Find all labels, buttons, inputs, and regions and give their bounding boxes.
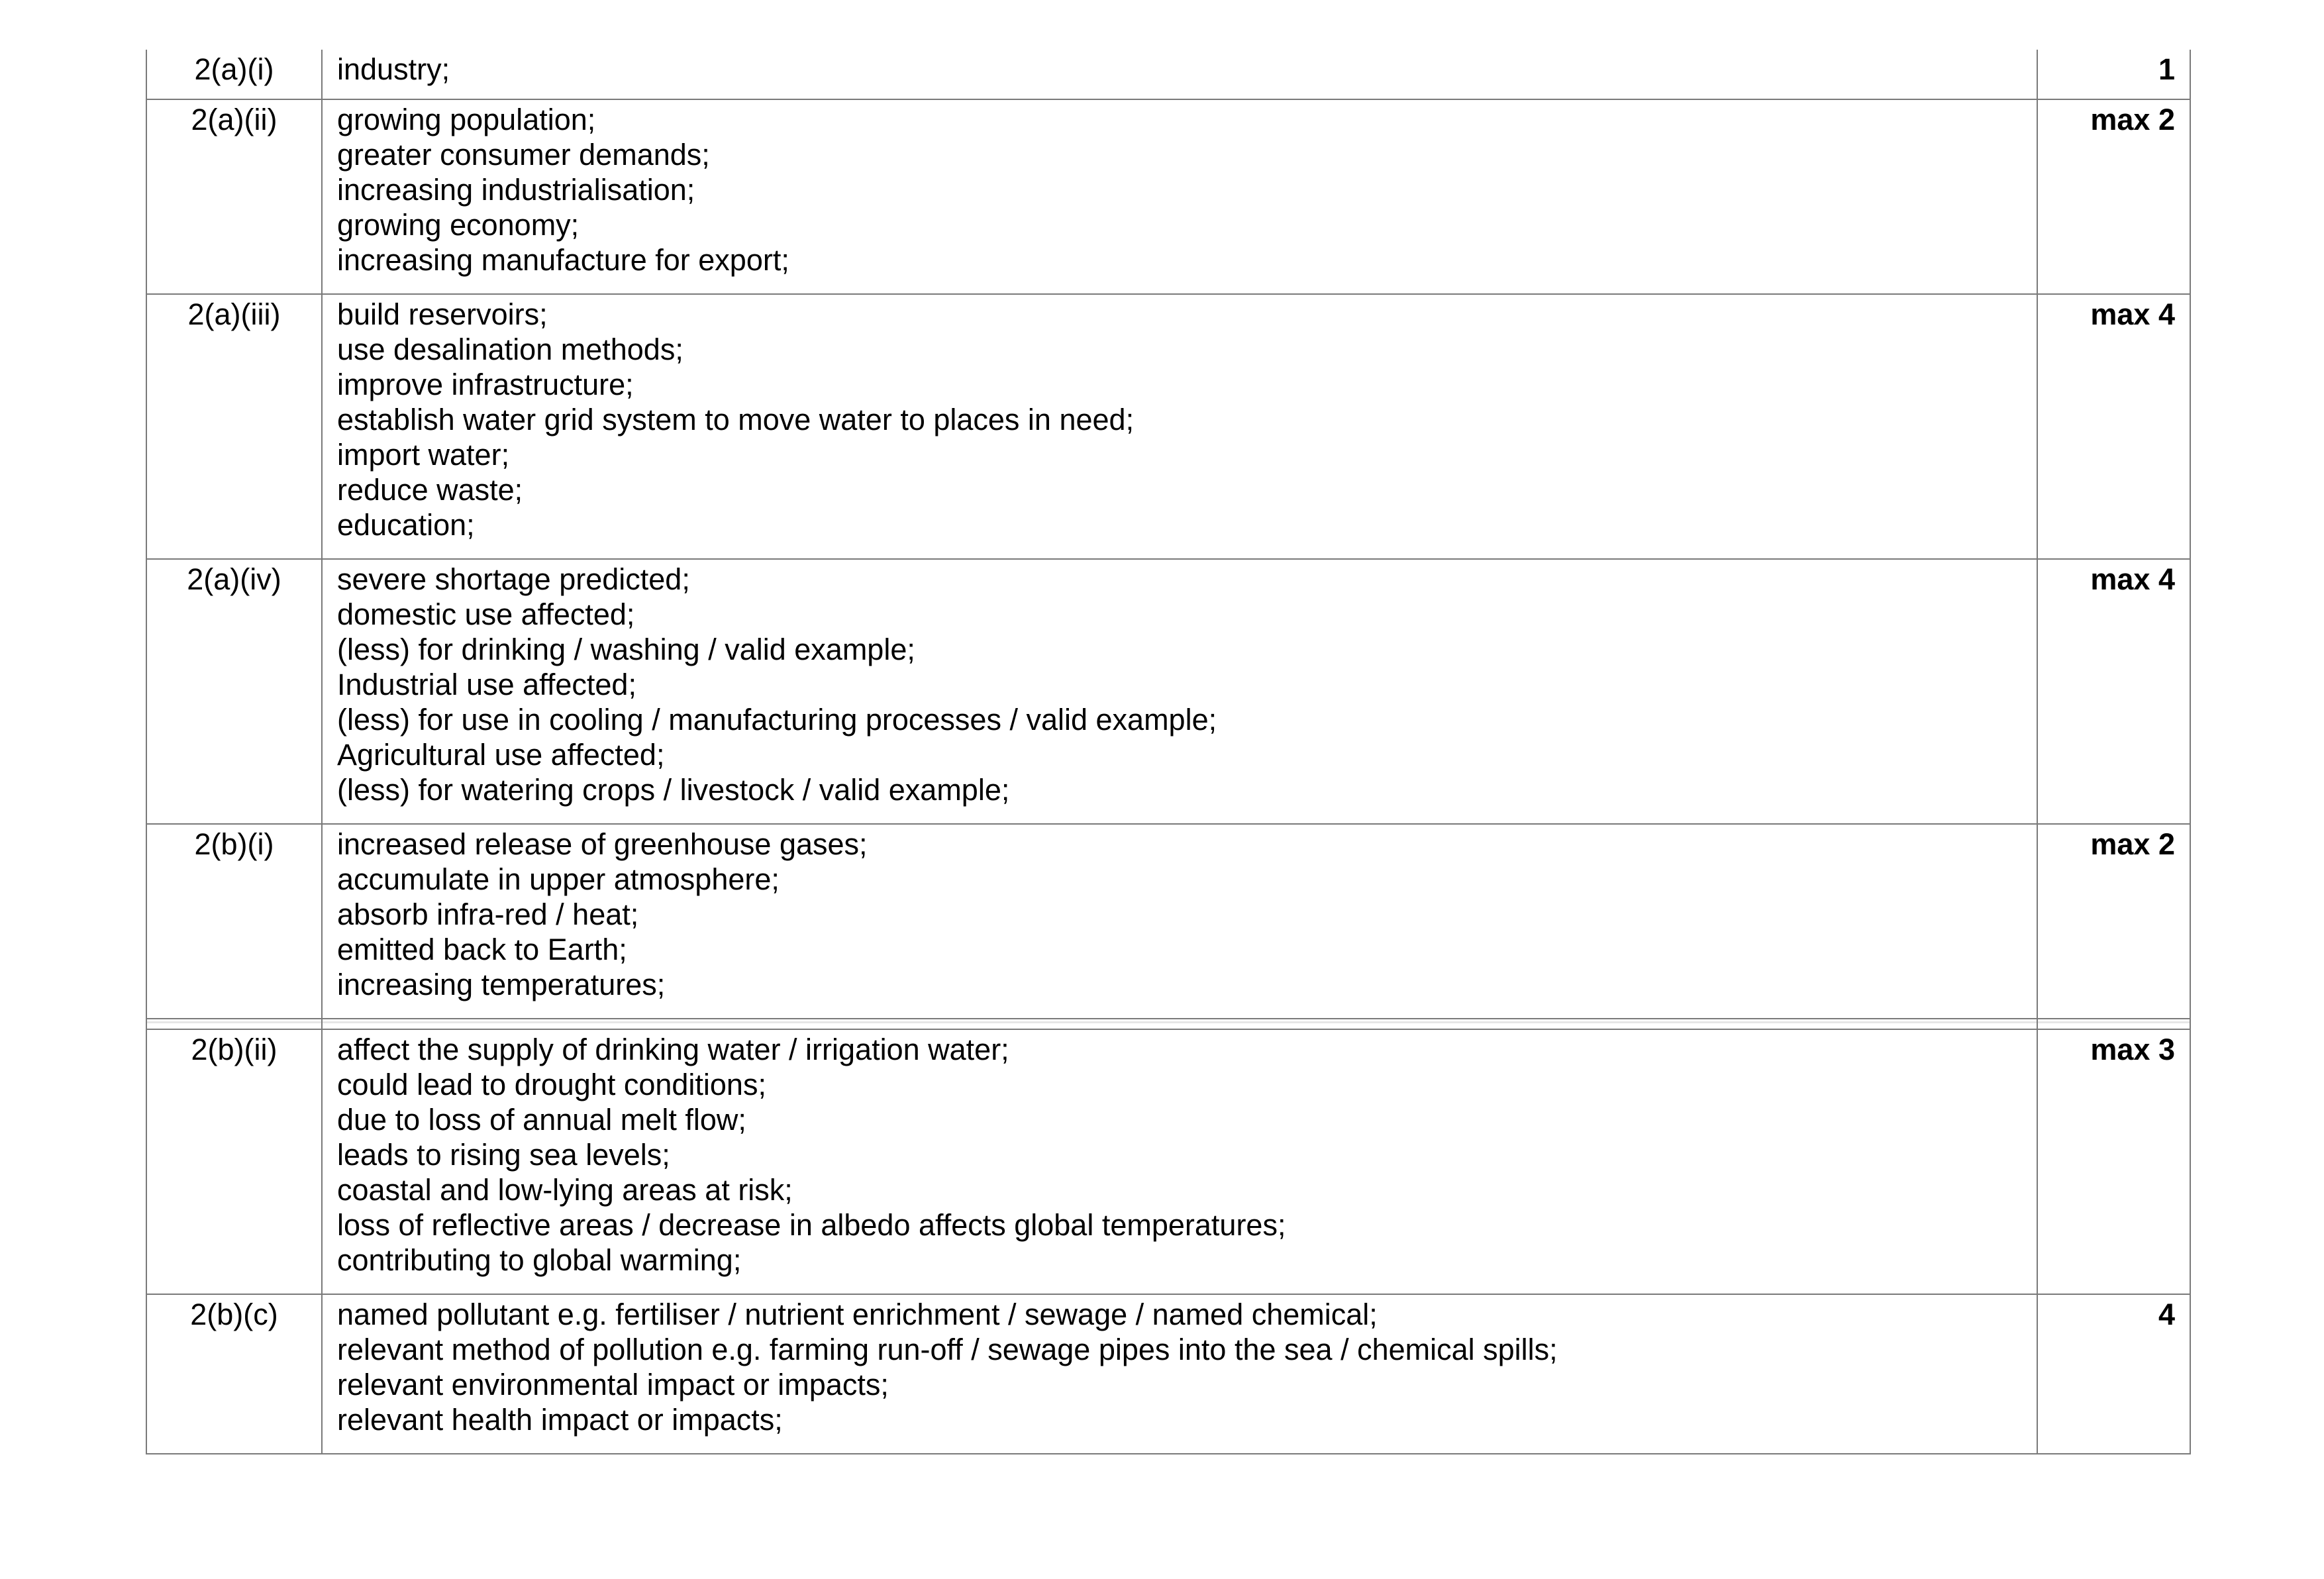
answer-line: increasing manufacture for export; [337,243,789,277]
answer-line: contributing to global warming; [337,1243,742,1277]
answer-line: relevant health impact or impacts; [337,1403,783,1437]
table-row [146,824,2190,1019]
answer-line: domestic use affected; [337,597,635,631]
table-row [146,99,2190,294]
answer-line: loss of reflective areas / decrease in albedo affects global temperatures; [337,1208,1286,1242]
answer-line: leads to rising sea levels; [337,1138,670,1172]
mark-scheme-table [146,50,2191,1454]
marks-cell: max 3 [2037,1029,2190,1294]
marks-cell: max 2 [2037,99,2190,294]
marks-cell: max 4 [2037,294,2190,559]
answer-line: Agricultural use affected; [337,738,665,772]
answer-line: increasing industrialisation; [337,173,695,207]
table-row [146,559,2190,824]
answer-line: growing population; [337,103,596,136]
answer-line: due to loss of annual melt flow; [337,1103,746,1137]
divider-cell [2037,1019,2190,1029]
question-number: 2(a)(i) [146,50,322,99]
answer-line: coastal and low-lying areas at risk; [337,1173,793,1207]
answer-line: (less) for watering crops / livestock / valid example; [337,773,1010,807]
answer-line: named pollutant e.g. fertiliser / nutrient enrichment / sewage / named chemical; [337,1298,1378,1331]
answer-line: (less) for use in cooling / manufacturing processes / valid example; [337,703,1217,737]
marks-cell: 1 [2037,50,2190,99]
marks-cell: 4 [2037,1294,2190,1454]
answer-line: emitted back to Earth; [337,933,627,966]
answer-cell [322,294,2037,559]
answer-line: education; [337,508,475,542]
question-number: 2(a)(ii) [146,99,322,294]
answer-cell [322,50,2037,99]
question-number: 2(a)(iv) [146,559,322,824]
answer-line: relevant method of pollution e.g. farming run-off / sewage pipes into the sea / chemical spills; [337,1333,1558,1366]
answer-cell [322,1294,2037,1454]
answer-line: relevant environmental impact or impacts; [337,1368,889,1401]
divider-cell [146,1019,322,1029]
question-number: 2(a)(iii) [146,294,322,559]
question-number: 2(b)(i) [146,824,322,1019]
answer-line: use desalination methods; [337,332,683,366]
answer-line: build reservoirs; [337,297,548,331]
answer-line: greater consumer demands; [337,138,710,172]
marks-cell: max 4 [2037,559,2190,824]
answer-cell [322,824,2037,1019]
answer-line: growing economy; [337,208,580,242]
answer-cell [322,1029,2037,1294]
answer-line: increasing temperatures; [337,968,666,1001]
answer-line: increased release of greenhouse gases; [337,827,868,861]
table-row [146,294,2190,559]
answer-line: improve infrastructure; [337,368,634,401]
answer-cell [322,559,2037,824]
table-row [146,1294,2190,1454]
table-divider [146,1019,2190,1029]
answer-line: reduce waste; [337,473,523,507]
answer-line: absorb infra-red / heat; [337,897,639,931]
answer-line: severe shortage predicted; [337,562,690,596]
answer-line: industry; [337,52,450,86]
answer-line: establish water grid system to move water to places in need; [337,403,1135,436]
question-number: 2(b)(c) [146,1294,322,1454]
answer-line: could lead to drought conditions; [337,1068,766,1101]
answer-line: (less) for drinking / washing / valid example; [337,633,915,666]
answer-cell [322,99,2037,294]
answer-line: import water; [337,438,510,472]
marks-cell: max 2 [2037,824,2190,1019]
question-number: 2(b)(ii) [146,1029,322,1294]
table-row [146,50,2190,99]
divider-cell [322,1019,2037,1029]
answer-line: accumulate in upper atmosphere; [337,862,780,896]
answer-line: affect the supply of drinking water / irrigation water; [337,1033,1009,1066]
table-row [146,1029,2190,1294]
answer-line: Industrial use affected; [337,668,636,701]
